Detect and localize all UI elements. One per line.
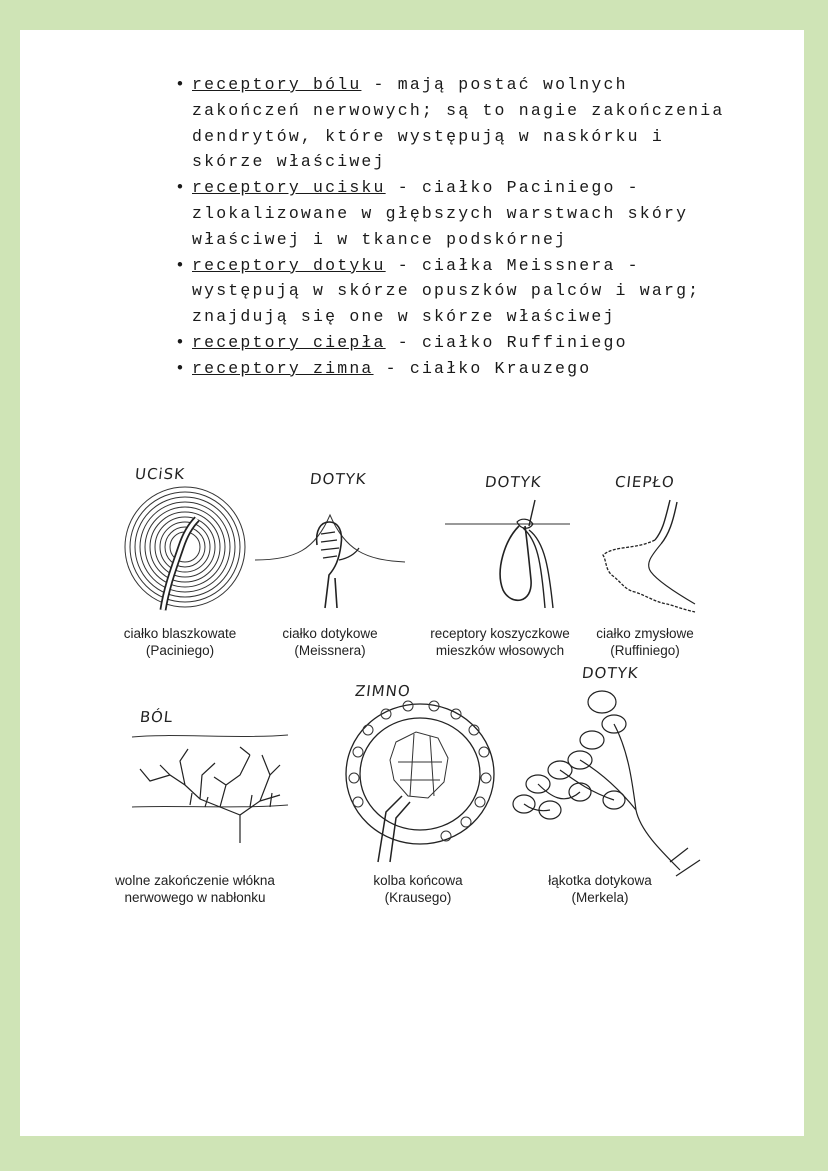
- meissner-corpuscle-drawing: [255, 500, 405, 610]
- free-nerve-ending-drawing: [130, 735, 290, 845]
- bullet-dot: •: [175, 75, 188, 94]
- bullet-dot: •: [175, 358, 188, 378]
- label-krause: ZIMNO: [354, 682, 412, 700]
- receptor-list: [175, 72, 795, 382]
- term-warmth: receptory ciepła: [192, 332, 386, 352]
- term-touch: receptory dotyku: [192, 255, 386, 275]
- bullet-touch: • receptory dotyku - ciałka Meissnera - występują w skórze opuszków palców i warg; znajdują się one w skórze właściwej: [175, 253, 795, 330]
- caption-meissner: ciałko dotykowe (Meissnera): [282, 626, 378, 658]
- hair-follicle-receptor-drawing: [445, 500, 585, 610]
- term-pressure: receptory ucisku: [192, 178, 386, 198]
- bullet-pressure: • receptory ucisku - ciałko Paciniego - zlokalizowane w głębszych warstwach skóry właściwej i w tkance podskórnej: [175, 175, 795, 252]
- caption-krause: kolba końcowa (Krausego): [373, 873, 463, 905]
- label-merkel: DOTYK: [581, 664, 640, 682]
- caption-pacini: ciałko blaszkowate (Paciniego): [123, 626, 237, 658]
- ruffini-corpuscle-drawing: [595, 500, 705, 615]
- bullet-warmth: • receptory ciepła - ciałko Ruffiniego: [175, 330, 795, 356]
- label-pacini: UCiSK: [134, 465, 186, 483]
- caption-merkel: łąkotka dotykowa (Merkela): [548, 873, 652, 905]
- bullet-pain: • receptory bólu - mają postać wolnych zakończeń nerwowych; są to nagie zakończenia dendrytów, które występują w naskórku i skórze właściwej: [175, 72, 795, 175]
- bullet-dot: •: [175, 255, 188, 275]
- krause-end-bulb-drawing: [338, 702, 498, 862]
- bullet-dot: •: [175, 178, 188, 198]
- caption-free-nerve-ending: wolne zakończenie włókna nerwowego w nabłonku: [115, 873, 275, 905]
- label-free-nerve-ending: BÓL: [139, 708, 175, 726]
- merkel-disc-drawing: [510, 680, 710, 880]
- pacini-corpuscle-drawing: [115, 485, 255, 615]
- caption-hair-follicle: receptory koszyczkowe mieszków włosowych: [430, 626, 570, 658]
- label-ruffini: CIEPŁO: [614, 473, 676, 491]
- term-pain: receptory bólu: [192, 75, 362, 94]
- document-page: [20, 30, 804, 1136]
- term-cold: receptory zimna: [192, 358, 374, 378]
- label-meissner: DOTYK: [309, 470, 368, 488]
- label-hair-follicle: DOTYK: [484, 473, 543, 491]
- caption-ruffini: ciałko zmysłowe (Ruffiniego): [596, 626, 694, 658]
- bullet-cold: • receptory zimna - ciałko Krauzego: [175, 356, 795, 382]
- bullet-dot: •: [175, 332, 188, 352]
